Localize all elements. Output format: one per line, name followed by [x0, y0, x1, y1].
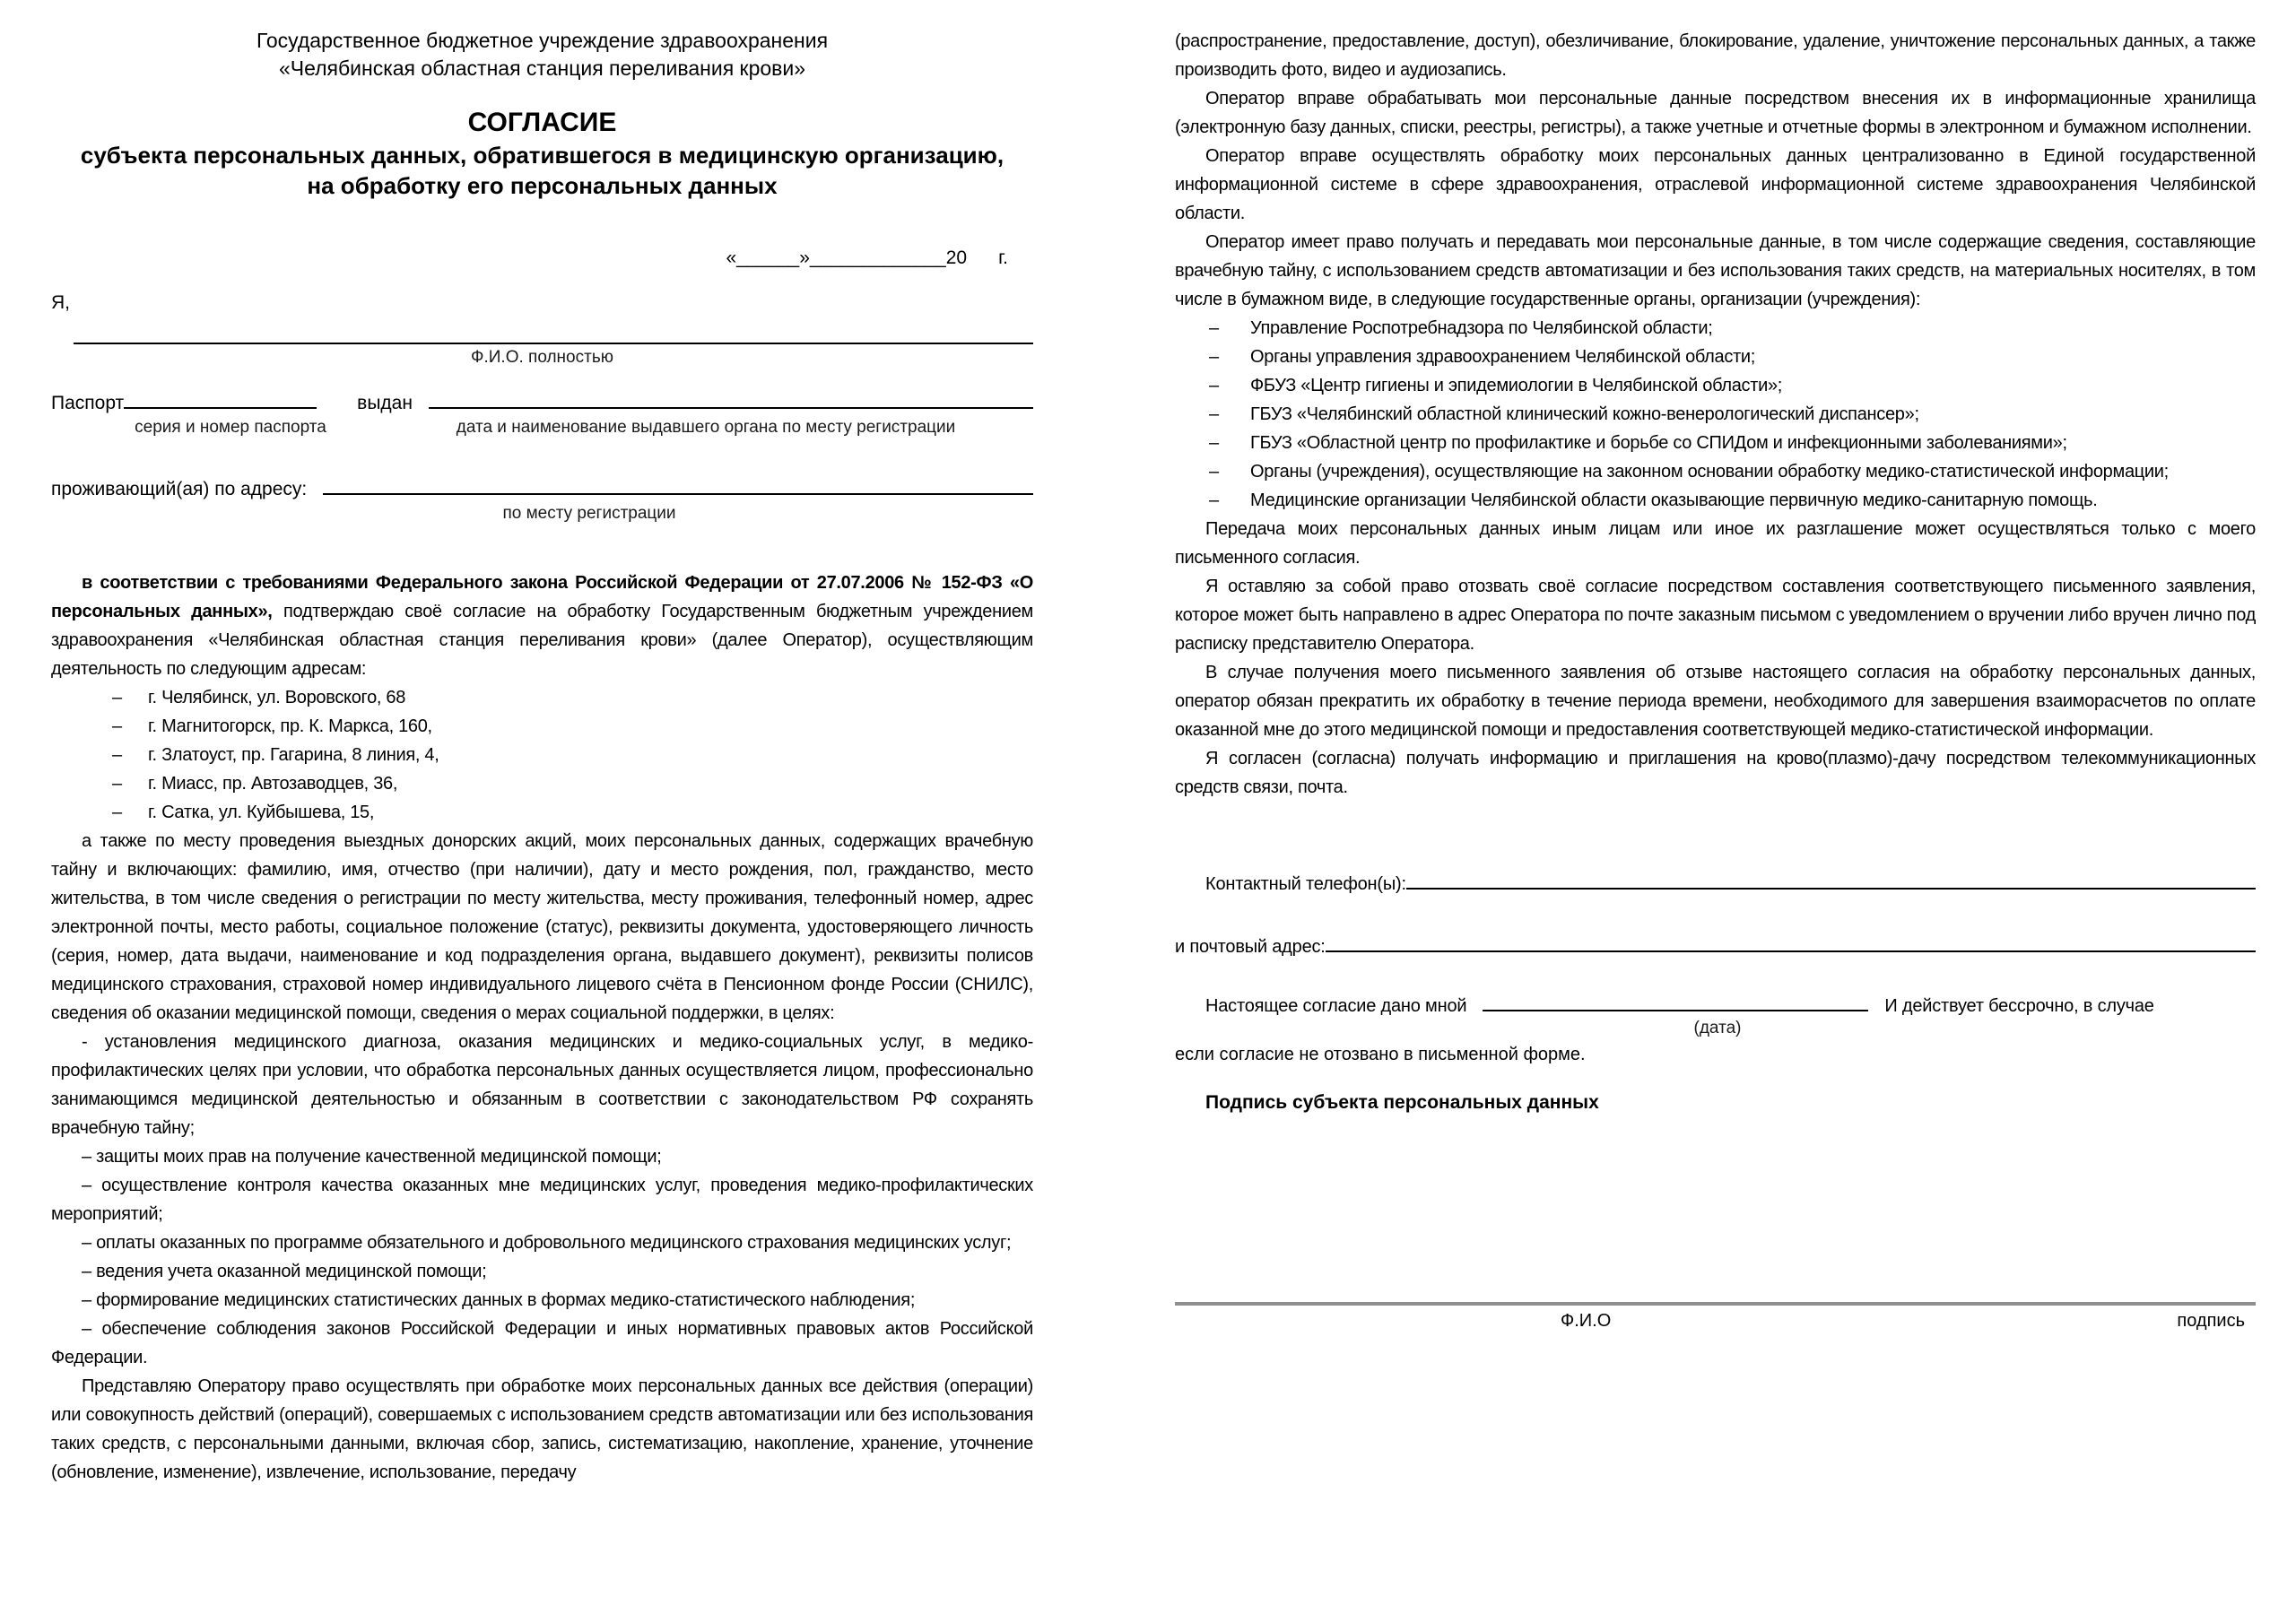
- right-paragraph: Я оставляю за собой право отозвать своё согласие посредством составления соответствующего письменного заявления, которое может быть направлено в адрес Оператора по почте заказным письмом с уведомлением о вручении либо вручен лично под расписку представителю Оператора.: [1175, 577, 2256, 654]
- postal-address-label: и почтовый адрес:: [1175, 937, 1326, 957]
- issued-label: выдан: [357, 393, 413, 413]
- list-dash: –: [112, 716, 122, 736]
- passport-caption: серия и номер паспорта: [135, 418, 326, 437]
- purpose-item: – ведения учета оказанной медицинской помощи;: [82, 1262, 487, 1281]
- issued-caption: дата и наименование выдавшего органа по месту регистрации: [456, 418, 956, 437]
- address-label: проживающий(ая) по адресу:: [51, 479, 308, 499]
- not-revoked-text: если согласие не отозвано в письменной форме.: [1175, 1045, 1586, 1064]
- contact-phone-label: Контактный телефон(ы):: [1205, 874, 1406, 894]
- signature-heading: Подпись субъекта персональных данных: [1205, 1092, 1599, 1113]
- passport-label: Паспорт: [51, 393, 125, 413]
- left-column: [51, 0, 1033, 1487]
- right-paragraph: (распространение, предоставление, доступ), обезличивание, блокирование, удаление, уничтожение персональных данных, а также производить фото, видео и аудиозапись.: [1175, 31, 2256, 80]
- operator-address-text: г. Челябинск, ул. Воровского, 68: [148, 688, 406, 707]
- consent-valid-text: И действует бессрочно, в случае: [1884, 996, 2154, 1016]
- signature-captions: [1175, 1311, 2256, 1338]
- recipient-item: [1175, 343, 2256, 371]
- recipient-text: ГБУЗ «Областной центр по профилактике и борьбе со СПИДом и инфекционными заболеваниями»;: [1250, 433, 2067, 453]
- organization-name-line2: «Челябинская областная станция переливания крови»: [278, 56, 806, 80]
- address-caption: по месту регистрации: [502, 504, 676, 523]
- operator-rights-paragraph: Представляю Оператору право осуществлять при обработке моих персональных данных все действия (операции) или совокупность действий (операций), совершаемых с использованием средств автоматизации или без использования таких средств, с персональными данными, включая сбор, запись, систематизацию, накопление, хранение, уточнение (обновление, изменение), извлечение, использование, передачу: [51, 1376, 1033, 1482]
- recipient-text: Органы (учреждения), осуществляющие на законном основании обработку медико-статистической информации;: [1250, 462, 2169, 482]
- list-dash: –: [1209, 376, 1219, 395]
- signature-sign-caption: подпись: [2177, 1311, 2245, 1331]
- right-paragraph: Оператор вправе обрабатывать мои персональные данные посредством внесения их в информационные хранилища (электронную базу данных, списки, реестры, регистры), а также учетные и отчетные формы в электронном и бумажном исполнении.: [1175, 89, 2256, 137]
- date-blank-line: «______»_____________20 г.: [726, 247, 1008, 268]
- recipient-text: Медицинские организации Челябинской области оказывающие первичную медико-санитарную помощь.: [1250, 490, 2098, 510]
- postal-address-row: [1175, 934, 2256, 958]
- list-dash: –: [1209, 433, 1219, 453]
- operator-address-item: [51, 741, 1033, 769]
- recipient-item: [1175, 457, 2256, 486]
- recipient-item: [1175, 400, 2256, 429]
- intro-paragraph: [51, 568, 1033, 683]
- operator-address-text: г. Сатка, ул. Куйбышева, 15,: [148, 803, 375, 822]
- operator-address-item: [51, 798, 1033, 827]
- list-dash: –: [1209, 347, 1219, 367]
- right-paragraph: Оператор имеет право получать и передавать мои персональные данные, в том числе содержащие сведения, составляющие врачебную тайну, с использованием средств автоматизации и без использования таких средств, на материальных носителях, в том числе в бумажном виде, в следующие государственные органы, организации (учреждения):: [1175, 232, 2256, 309]
- right-paragraph: Передача моих персональных данных иным лицам или иное их разглашение может осуществляться только с моего письменного согласия.: [1175, 519, 2256, 568]
- fio-blank-line: [74, 337, 1033, 344]
- recipient-item: [1175, 486, 2256, 515]
- recipient-text: ФБУЗ «Центр гигиены и эпидемиологии в Челябинской области»;: [1250, 376, 1783, 395]
- fio-caption: Ф.И.О. полностью: [471, 348, 613, 367]
- date-caption: (дата): [1693, 1019, 1742, 1037]
- consent-date-blank: [1483, 994, 1868, 1011]
- purpose-item: – оплаты оказанных по программе обязательного и добровольного медицинского страхования медицинских услуг;: [82, 1233, 1012, 1253]
- operator-address-item: [51, 712, 1033, 741]
- intro-rest-text: подтверждаю своё согласие на обработку Государственным бюджетным учреждением здравоохранения «Челябинская областная станция переливания крови» (далее Оператор), осуществляющим деятельность по следующим адресам:: [51, 602, 1033, 679]
- right-paragraph: Я согласен (согласна) получать информацию и приглашения на крово(плазмо)-дачу посредством телекоммуникационных средств связи, почта.: [1175, 749, 2256, 797]
- recipient-item: [1175, 429, 2256, 457]
- operator-address-text: г. Магнитогорск, пр. К. Маркса, 160,: [148, 716, 432, 736]
- signature-fio-caption: Ф.И.О: [1561, 1311, 1612, 1331]
- consent-given-row: [1175, 994, 2256, 1017]
- address-blank: [323, 477, 1033, 495]
- data-scope-paragraph: а также по месту проведения выездных донорских акций, моих персональных данных, содержащих врачебную тайну и включающих: фамилию, имя, отчество (при наличии), дату и место рождения, пол, гражданство, место жительства, в том числе сведения о регистрации по месту жительства, месту проживания, телефонный номер, адрес электронной почты, место работы, социальное положение (статус), реквизиты документа, удостоверяющего личность (серия, номер, дата выдачи, наименование и код подразделения органа, выдавшего документ), реквизиты полисов медицинского страхования, страховой номер индивидуального лицевого счёта в Пенсионном фонде России (СНИЛС), сведения об оказании медицинской помощи, сведения о мерах социальной поддержки, в целях:: [51, 831, 1033, 1023]
- right-paragraph: В случае получения моего письменного заявления об отзыве настоящего согласия на обработку персональных данных, оператор обязан прекратить их обработку в течение периода времени, необходимого для завершения взаиморасчетов по оплате оказанной мне до этого медицинской помощи и предоставления соответствующей медико-статистической информации.: [1175, 663, 2256, 740]
- purpose-item: – защиты моих прав на получение качественной медицинской помощи;: [82, 1147, 662, 1167]
- list-dash: –: [112, 803, 122, 822]
- declarant-label: Я,: [51, 292, 70, 313]
- recipient-text: ГБУЗ «Челябинский областной клинический кожно-венерологический диспансер»;: [1250, 404, 1919, 424]
- address-row: [51, 477, 1033, 500]
- title-subtitle-line2: на обработку его персональных данных: [307, 172, 778, 199]
- list-dash: –: [112, 774, 122, 794]
- recipient-text: Управление Роспотребнадзора по Челябинской области;: [1250, 318, 1713, 338]
- right-column: [1175, 0, 2256, 1338]
- postal-address-blank: [1326, 934, 2256, 952]
- list-dash: –: [112, 688, 122, 707]
- operator-address-item: [51, 683, 1033, 712]
- purpose-item: – обеспечение соблюдения законов Российской Федерации и иных нормативных правовых актов Российской Федерации.: [51, 1319, 1033, 1367]
- passport-captions: [51, 418, 1033, 443]
- document-title: [51, 106, 1033, 201]
- operator-address-text: г. Златоуст, пр. Гагарина, 8 линия, 4,: [148, 745, 439, 765]
- operator-address-text: г. Миасс, пр. Автозаводцев, 36,: [148, 774, 398, 794]
- recipient-text: Органы управления здравоохранением Челябинской области;: [1250, 347, 1756, 367]
- contact-phone-blank: [1406, 872, 2256, 890]
- right-paragraph: Оператор вправе осуществлять обработку моих персональных данных централизованно в Единой государственной информационной системе в сфере здравоохранения, отраслевой информационной системе здравоохранения Челябинской области.: [1175, 146, 2256, 223]
- list-dash: –: [1209, 318, 1219, 338]
- purpose-item: - установления медицинского диагноза, оказания медицинских и медико-социальных услуг, в медико-профилактических целях при условии, что обработка персональных данных осуществляется лицом, профессионально занимающимся медицинской деятельностью и обязанным в соответствии с законодательством РФ сохранять врачебную тайну;: [51, 1032, 1033, 1138]
- organization-header: [51, 0, 1033, 82]
- purpose-item: – формирование медицинских статистических данных в формах медико-статистического наблюдения;: [82, 1290, 916, 1310]
- title-main: СОГЛАСИЕ: [467, 108, 617, 137]
- list-dash: –: [112, 745, 122, 765]
- recipient-item: [1175, 371, 2256, 400]
- recipient-item: [1175, 314, 2256, 343]
- passport-row: [51, 391, 1033, 414]
- intro-bold-text: в соответствии с требованиями Федерального закона Российской Федерации от 27.07.2006 № 152-ФЗ «О персональных данных»,: [51, 573, 1033, 621]
- consent-given-label: Настоящее согласие дано мной: [1205, 996, 1467, 1016]
- signature-line: [1175, 1302, 2256, 1306]
- organization-name-line1: Государственное бюджетное учреждение здравоохранения: [256, 29, 829, 52]
- title-subtitle-line1: субъекта персональных данных, обратившегося в медицинскую организацию,: [80, 142, 1004, 169]
- operator-address-item: [51, 769, 1033, 798]
- list-dash: –: [1209, 462, 1219, 482]
- list-dash: –: [1209, 490, 1219, 510]
- address-captions: [51, 504, 1033, 529]
- contact-phone-row: [1175, 872, 2256, 895]
- passport-number-blank: [124, 391, 317, 409]
- issued-by-blank: [429, 391, 1033, 409]
- list-dash: –: [1209, 404, 1219, 424]
- purpose-item: – осуществление контроля качества оказанных мне медицинских услуг, проведения медико-профилактических мероприятий;: [51, 1176, 1033, 1224]
